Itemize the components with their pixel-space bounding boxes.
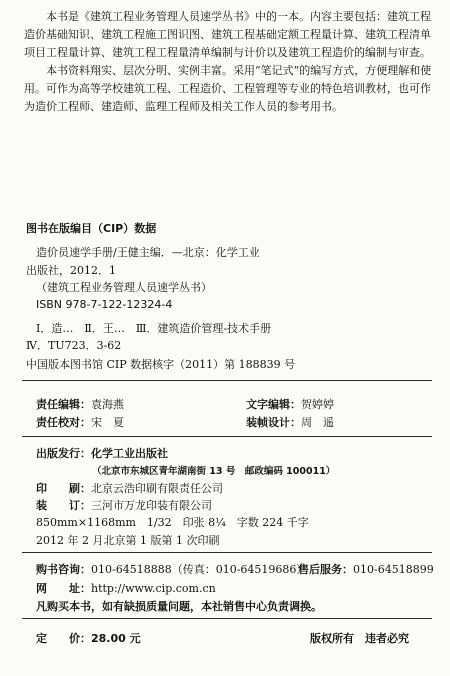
service-phone: 010-64518899	[353, 563, 434, 576]
text-editor-name: 贺婷婷	[301, 398, 334, 411]
divider	[22, 618, 432, 619]
cip-line-1: 造价员速学手册/王健主编．—北京：化学工业	[36, 246, 260, 259]
return-notice: 凡购买本书，如有缺损质量问题，本社销售中心负责调换。	[36, 600, 322, 613]
price-value: 28.00 元	[91, 632, 141, 645]
designer-credit	[246, 414, 334, 430]
text-editor-credit	[246, 396, 334, 412]
publisher-label: 出版发行：	[36, 447, 91, 460]
cip-line-6: Ⅳ．TU723．3-62	[26, 339, 122, 352]
consult-phone: 010-64518888（传真：010-64519686）	[91, 563, 308, 576]
divider	[22, 552, 432, 553]
cip-record-number: 中国版本图书馆 CIP 数据核字（2011）第 188839 号	[26, 358, 296, 371]
designer-label: 装帧设计：	[246, 416, 301, 429]
edition-info: 2012 年 2 月北京第 1 版第 1 次印刷	[36, 534, 220, 547]
proofreader-name: 宋 夏	[91, 416, 124, 429]
website-line	[36, 580, 216, 596]
proofreader-credit	[36, 414, 124, 430]
cip-line-5: Ⅰ．造… Ⅱ．王… Ⅲ．建筑造价管理-技术手册	[36, 322, 272, 335]
binder-line	[36, 497, 212, 513]
consult-line	[36, 561, 307, 577]
publisher-line	[36, 445, 168, 461]
service-label: 售后服务：	[298, 563, 353, 576]
proofreader-label: 责任校对：	[36, 416, 91, 429]
intro-paragraph-2: 本书资料翔实、层次分明、实例丰富。采用“笔记式”的编写方式，方便理解和使用。可作为高等学校建筑工程、工程造价、工程管理等专业的特色培训教材，也可作为造价工程师、建造师、监理工程师及相关工作人员的参考用书。	[24, 64, 432, 113]
printer-line	[36, 480, 223, 496]
cip-title: 图书在版编目（CIP）数据	[26, 222, 157, 235]
price-line	[36, 630, 141, 646]
text-editor-label: 文字编辑：	[246, 398, 301, 411]
website-label: 网 址：	[36, 582, 91, 595]
divider	[22, 436, 432, 437]
cip-line-3: （建筑工程业务管理人员速学丛书）	[36, 281, 212, 294]
printer-label: 印 刷：	[36, 482, 91, 495]
divider	[22, 380, 432, 381]
designer-name: 周 遥	[301, 416, 334, 429]
binder-name: 三河市万龙印装有限公司	[91, 499, 212, 512]
editor-label: 责任编辑：	[36, 398, 91, 411]
publisher-name: 化学工业出版社	[91, 447, 168, 460]
intro-paragraph-1: 本书是《建筑工程业务管理人员速学丛书》中的一本。内容主要包括：建筑工程造价基础知识、建筑工程施工图识图、建筑工程基础定额工程量计算、建筑工程清单项目工程量计算、建筑工程工程量清单编制与计价以及建筑工程造价的编制与审查。	[24, 10, 431, 59]
consult-label: 购书咨询：	[36, 563, 91, 576]
cip-line-2: 出版社，2012．1	[26, 264, 116, 277]
publisher-address: （北京市东城区青年湖南街 13 号 邮政编码 100011）	[92, 466, 336, 477]
isbn: ISBN 978-7-122-12324-4	[36, 298, 173, 311]
book-introduction	[24, 8, 432, 116]
copyright-notice: 版权所有 违者必究	[310, 632, 409, 645]
service-line	[298, 561, 434, 577]
price-label: 定 价：	[36, 632, 91, 645]
editor-name: 袁海燕	[91, 398, 124, 411]
website-url: http://www.cip.com.cn	[91, 582, 216, 595]
binder-label: 装 订：	[36, 499, 91, 512]
editor-credit	[36, 396, 124, 412]
format-spec: 850mm×1168mm 1/32 印张 8¼ 字数 224 千字	[36, 516, 309, 529]
printer-name: 北京云浩印刷有限责任公司	[91, 482, 223, 495]
